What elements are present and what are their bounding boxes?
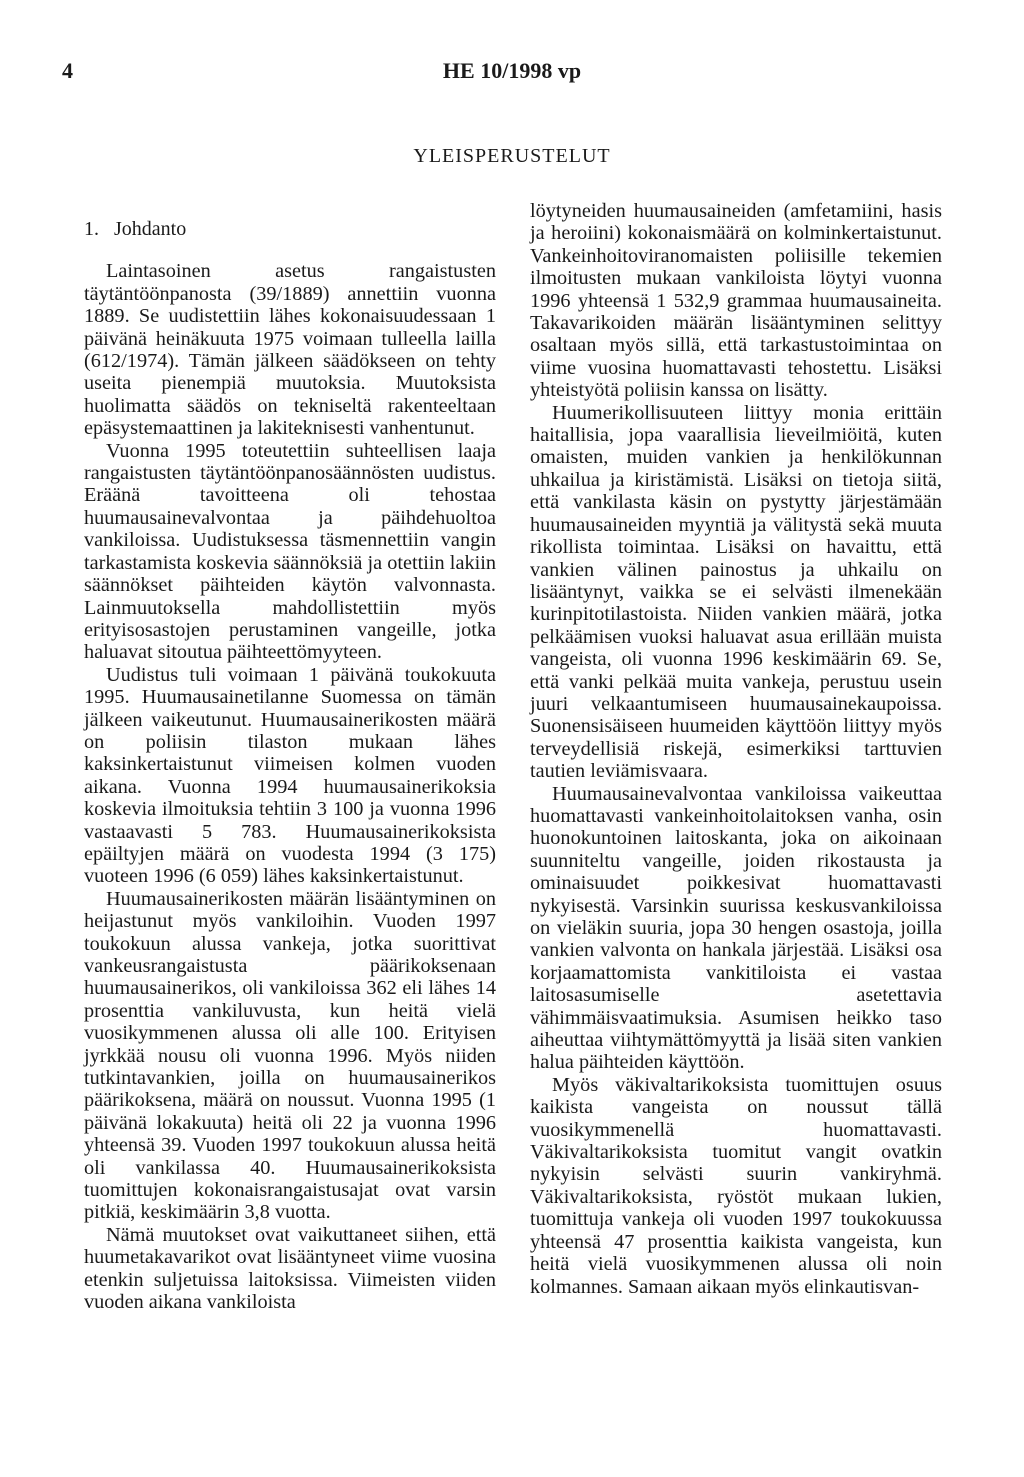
paragraph: Nämä muutokset ovat vaikuttaneet siihen, että huumetakavarikot ovat lisääntyneet viime vuosina etenkin suljetuissa laitoksissa. Viimeisten viiden vuoden aikana vankiloista bbox=[84, 1223, 496, 1314]
document-id: HE 10/1998 vp bbox=[442, 58, 582, 83]
paragraph: Laintasoinen asetus rangaistusten täytäntöönpanosta (39/1889) annettiin vuonna 1889. Se uudistettiin lähes kokonaisuudessaan 1 päivänä heinäkuuta 1975 voimaan tulleella lailla (612/1974). Tämän jälkeen säädökseen on tehty useita pienempiä muutoksia. Muutoksista huolimatta säädös on tekniseltä rakenteeltaan epäsystemaattinen ja lakiteknisesti vanhentunut. bbox=[84, 260, 496, 440]
section-number: 1. bbox=[84, 218, 99, 240]
page-number: 4 bbox=[62, 58, 73, 83]
paragraph: Huumerikollisuuteen liittyy monia erittäin haitallisia, jopa vaarallisia lieveilmiöitä, kuten omaisten, muiden vankien ja henkilökunnan uhkailua ja kiristämistä. Lisäksi on tietoja siitä, että vankilasta käsin on pystytty järjestämään huumausaineiden myyntiä ja välitystä sekä muuta rikollista toimintaa. Lisäksi on havaittu, että vankien välinen painostus ja uhkailu on lisääntynyt, vaikka se ei selvästi ilmenekään kurinpitotilastoista. Niiden vankien määrä, jotka pelkäämisen vuoksi haluavat asua erillään muista vangeista, oli vuonna 1996 keskimäärin 69. Se, että vanki pelkää muita vankeja, perustuu usein juuri velkaantumiseen huumausainekaupoissa. Suonensisäiseen huumeiden käyttöön liittyy myös terveydellisiä riskejä, esimerkiksi tarttuvien tautien leviämisvaara. bbox=[530, 401, 942, 783]
paragraph: Myös väkivaltarikoksista tuomittujen osuus kaikista vangeista on noussut tällä vuosikymmenellä huomattavasti. Väkivaltarikoksista tuomitut vangit ovatkin nykyisin selvästi suurin vankiryhmä. Väkivaltarikoksista, ryöstöt mukaan lukien, tuomittuja vankeja oli vuoden 1997 toukokuussa yhteensä 47 prosenttia kaikista vangeista, kun heitä vielä vuosikymmenen alussa oli noin kolmannes. Samaan aikaan myös elinkautisvan- bbox=[530, 1073, 942, 1298]
paragraph: Uudistus tuli voimaan 1 päivänä toukokuuta 1995. Huumausainetilanne Suomessa on tämän jälkeen vaikeutunut. Huumausainerikosten määrä on poliisin tilaston mukaan lähes kaksinkertaistunut viimeisen kolmen vuoden aikana. Vuonna 1994 huumausainerikoksia koskevia ilmoituksia tehtiin 3 100 ja vuonna 1996 vastaavasti 5 783. Huumausainerikoksista epäiltyjen määrä on vuodesta 1994 (3 175) vuoteen 1996 (6 059) lähes kaksinkertaistunut. bbox=[84, 663, 496, 888]
section-heading bbox=[84, 218, 496, 240]
section-title: Johdanto bbox=[114, 218, 187, 240]
paragraph: Huumausainerikosten määrän lisääntyminen on heijastunut myös vankiloihin. Vuoden 1997 toukokuun alussa vankeja, jotka suorittivat vankeusrangaistusta päärikoksenaan huumausainerikos, oli vankiloissa 362 eli lähes 14 prosenttia vankiluvusta, kun heitä vielä vuosikymmenen alussa oli alle 100. Erityisen jyrkkää nousu oli vuonna 1996. Myös niiden tutkintavankien, joilla on huumausainerikos päärikoksena, määrä on noussut. Vuonna 1995 (1 päivänä lokakuuta) heitä oli 22 ja vuonna 1996 yhteensä 39. Vuoden 1997 toukokuun alussa heitä oli vankilassa 40. Huumausainerikoksista tuomittujen kokonaisrangaistusajat ovat varsin pitkiä, keskimäärin 3,8 vuotta. bbox=[84, 887, 496, 1224]
main-heading: YLEISPERUSTELUT bbox=[413, 145, 611, 167]
left-column bbox=[84, 190, 496, 1314]
right-column bbox=[530, 200, 942, 1298]
paragraph: löytyneiden huumausaineiden (amfetamiini, hasis ja heroiini) kokonaismäärä on kolminkertaistunut. Vankeinhoitoviranomaisten poliisille tekemien ilmoitusten mukaan vankiloista löytyi vuonna 1996 yhteensä 1 532,9 grammaa huumausaineita. Takavarikoiden määrän lisääntyminen selittyy osaltaan myös sillä, että tarkastustoimintaa on viime vuosina huomattavasti tehostettu. Lisäksi yhteistyötä poliisin kanssa on lisätty. bbox=[530, 200, 942, 402]
paragraph: Vuonna 1995 toteutettiin suhteellisen laaja rangaistusten täytäntöönpanosäännösten uudistus. Eräänä tavoitteena oli tehostaa huumausainevalvontaa ja päihdehuoltoa vankiloissa. Uudistuksessa täsmennettiin vangin tarkastamista koskevia säännöksiä ja otettiin lakiin säännökset päihteiden käytön valvonnasta. Lainmuutoksella mahdollistettiin myös erityisosastojen perustaminen vangeille, jotka haluavat sitoutua päihteettömyyteen. bbox=[84, 439, 496, 664]
paragraph: Huumausainevalvontaa vankiloissa vaikeuttaa huomattavasti vankeinhoitolaitoksen vanha, osin huonokuntoinen laitoskanta, joka on aikoinaan suunniteltu vangeille, joiden rikostausta ja ominaisuudet poikkesivat huomattavasti nykyisestä. Varsinkin suurissa keskusvankiloissa on vieläkin suuria, jopa 30 hengen osastoja, joilla vankien valvonta on hankala järjestää. Lisäksi osa korjaamattomista vankitiloista ei vastaa laitosasumiselle asetettavia vähimmäisvaatimuksia. Asumisen heikko taso aiheuttaa viihtymättömyyttä ja lisää siten vankien halua päihteiden käyttöön. bbox=[530, 782, 942, 1074]
